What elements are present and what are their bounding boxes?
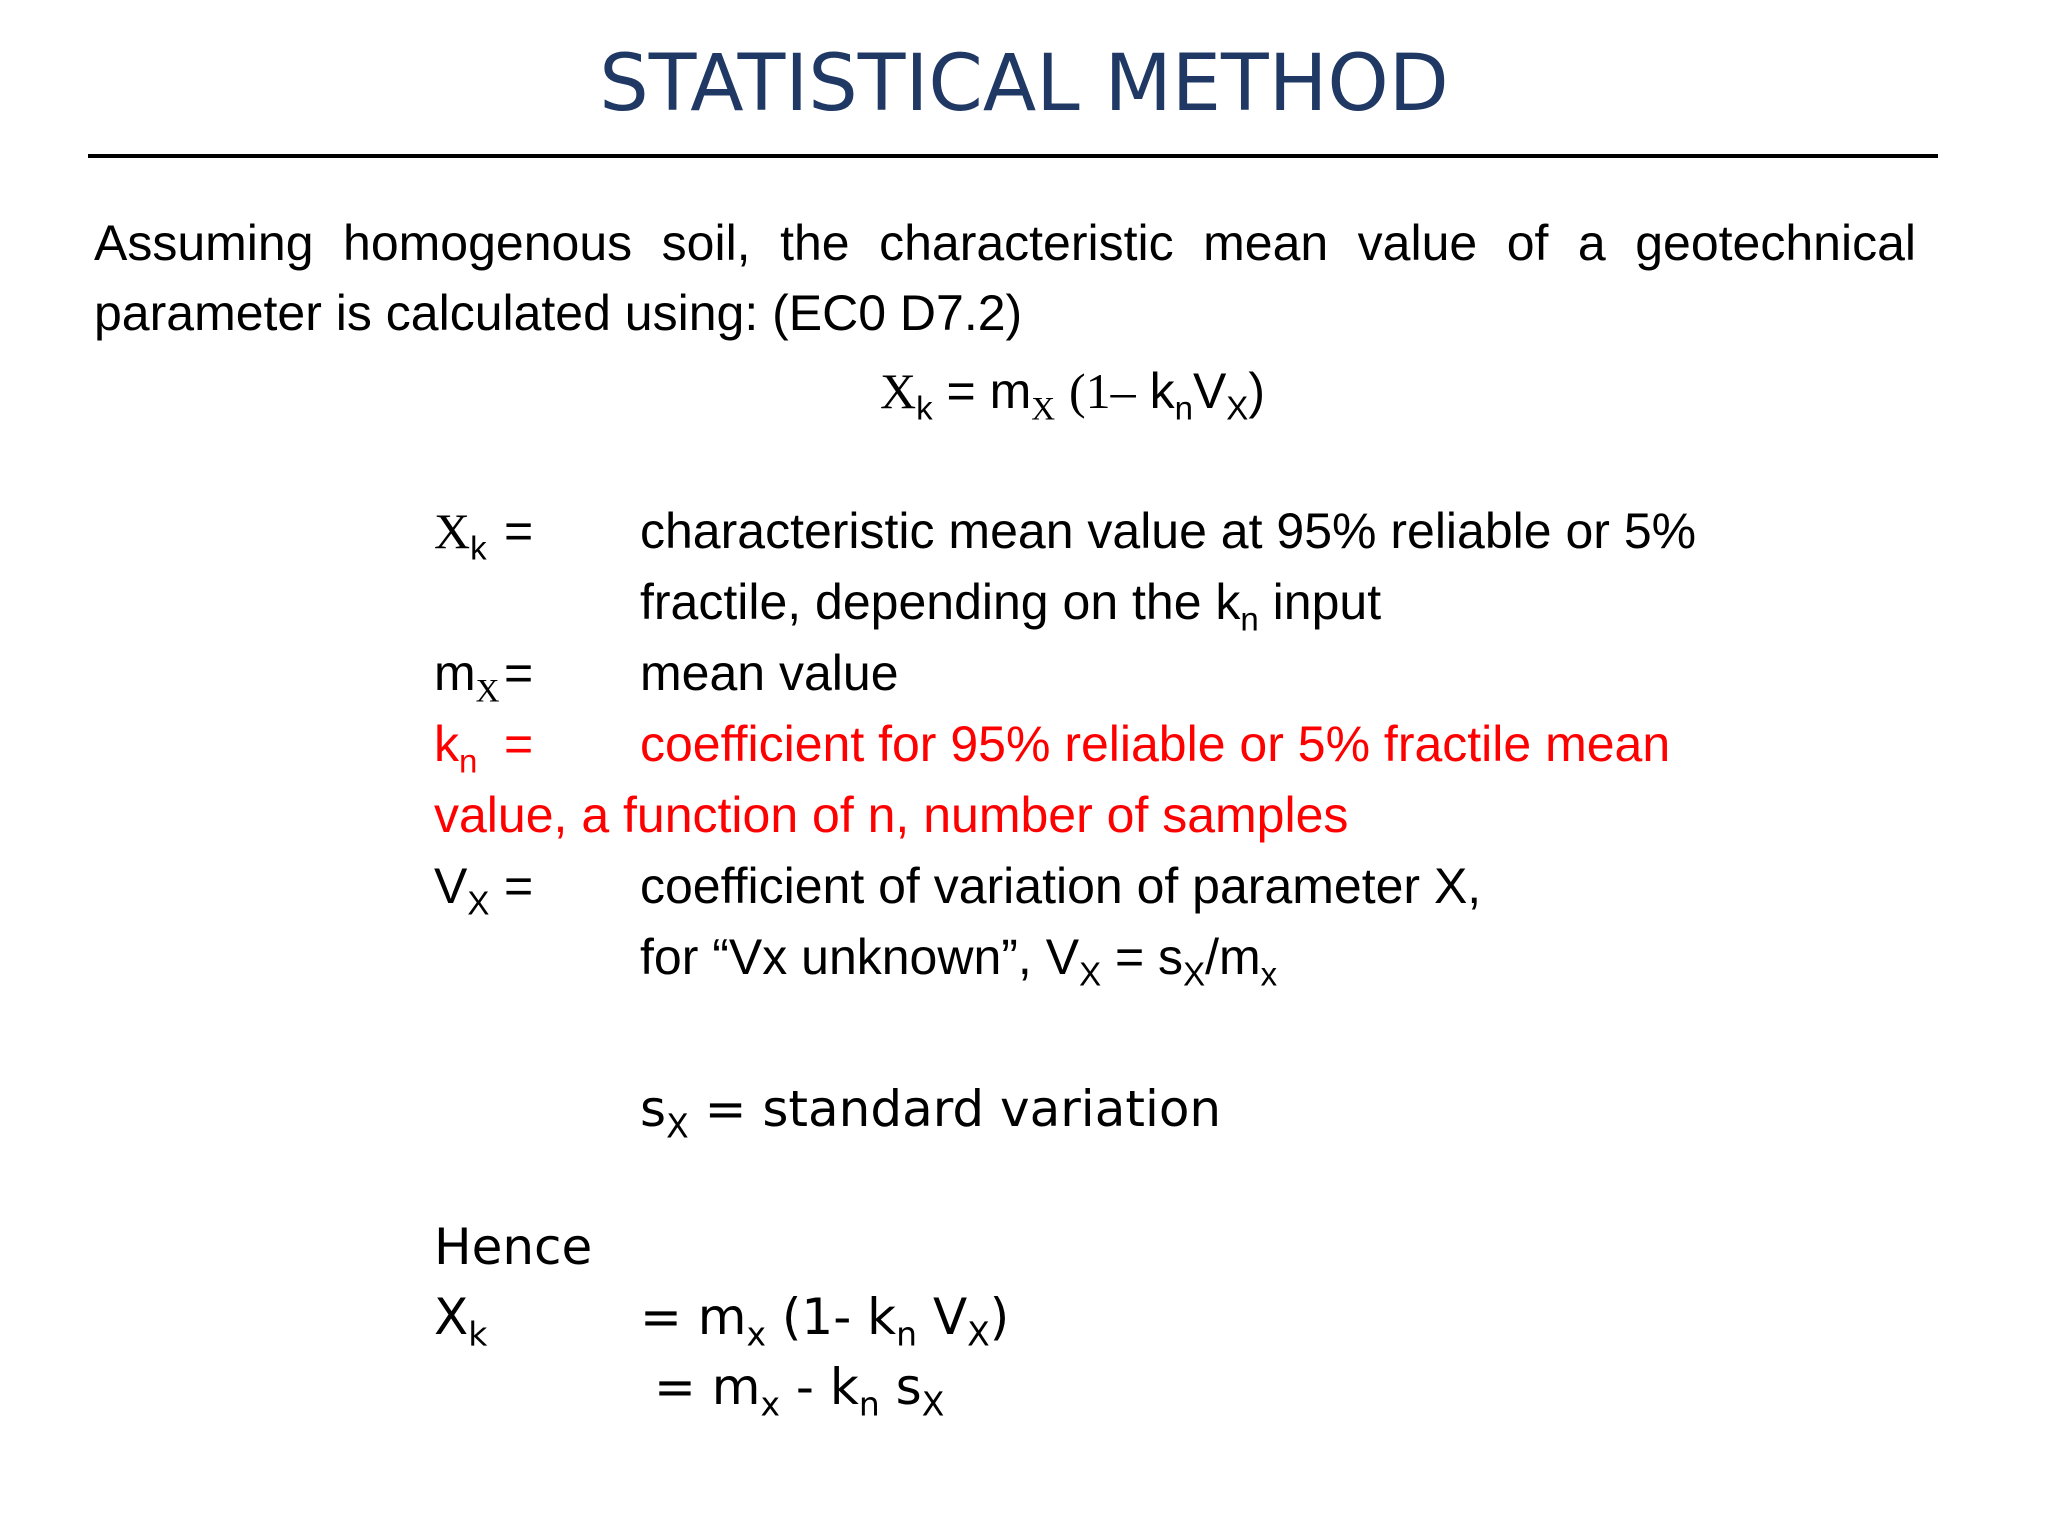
def-vx-line2-a: for “Vx unknown”, V [640,929,1080,985]
def-mx-sub: X [475,673,500,710]
formula-eq-m: = m [946,363,1032,419]
def-kn-equals: = [504,716,534,772]
formula-xk-symbol: X [880,363,917,419]
title-divider [88,154,1938,158]
def-vx-line2-sub2: X [1183,955,1206,993]
def-vx-text-line2 [640,922,1277,993]
def-xk-symbol [434,496,487,567]
def-vx-line2-b: = s [1101,929,1184,985]
hence-l2-sub2: n [858,1384,880,1424]
def-vx-line2-c: /m [1205,929,1261,985]
hence-l2-sub1: x [760,1384,781,1424]
hence-l2-a: = m [654,1358,761,1416]
hence-xk-sub: k [468,1314,488,1354]
sx-definition [640,1074,1221,1144]
def-vx-line2-sub1: X [1079,955,1102,993]
formula-paren-open: (1– [1069,363,1136,419]
formula-m-sub: X [1031,391,1056,428]
def-kn-sub: n [459,742,478,780]
hence-l1-a: = m [640,1288,747,1346]
hence-l2-sub3: X [921,1384,945,1424]
formula-k-sub: n [1174,389,1193,427]
hence-xk-symbol [434,1282,487,1352]
hence-l1-sub3: X [967,1314,990,1354]
hence-l2-b: - k [780,1358,859,1416]
hence-l1-c: V [917,1288,968,1346]
def-xk-equals: = [504,503,534,559]
hence-l1-sub1: x [746,1314,767,1354]
hence-l2-c: s [879,1358,922,1416]
def-vx-text-line1: coefficient of variation of parameter X, [640,858,1482,914]
hence-l1-sub2: n [896,1314,918,1354]
def-mx-text: mean value [640,645,899,701]
hence-l1-d: ) [989,1288,1010,1346]
hence-equation-1 [640,1282,1009,1352]
def-kn-letter: k [434,716,459,772]
def-vx-symbol [434,851,489,922]
def-kn-symbol [434,709,477,780]
def-xk-text-line2-b: input [1258,574,1382,630]
slide-title: STATISTICAL METHOD [599,39,1449,129]
hence-equation-2 [654,1352,944,1422]
formula-v-sub: X [1226,389,1249,427]
def-vx-equals: = [504,858,534,914]
def-mx-symbol [434,638,500,709]
def-xk-text-line1: characteristic mean value at 95% reliable or 5% [640,503,1697,559]
formula-k: k [1149,363,1175,419]
def-xk-letter: X [434,503,471,559]
def-xk-text-line2-sub: n [1240,600,1259,638]
formula-v: V [1192,363,1227,419]
def-mx-equals: = [504,645,534,701]
def-xk-sub: k [470,529,487,567]
def-mx-letter: m [434,645,476,701]
def-vx-letter: V [434,858,468,914]
def-kn-text-line1: coefficient for 95% reliable or 5% fractile mean [640,716,1671,772]
hence-label: Hence [434,1218,593,1276]
sx-text: = standard variation [688,1080,1222,1138]
main-formula [880,356,1265,426]
def-xk-text-line2 [640,567,1381,638]
intro-paragraph: Assuming homogenous soil, the characteristic mean value of a geotechnical parameter is calculated using: (EC0 D7.2) [94,215,1916,341]
def-vx-sub: X [467,884,490,922]
def-xk-text-line2-a: fractile, depending on the k [640,574,1241,630]
def-kn-text-line2: value, a function of n, number of samples [434,787,1349,843]
def-vx-line2-sub3: x [1260,955,1278,993]
hence-l1-b: (1- k [766,1288,897,1346]
sx-letter: s [640,1080,667,1138]
formula-xk-sub: k [916,389,933,427]
sx-sub: X [666,1106,689,1146]
formula-paren-close: ) [1248,363,1265,419]
hence-xk-letter: X [434,1288,469,1346]
